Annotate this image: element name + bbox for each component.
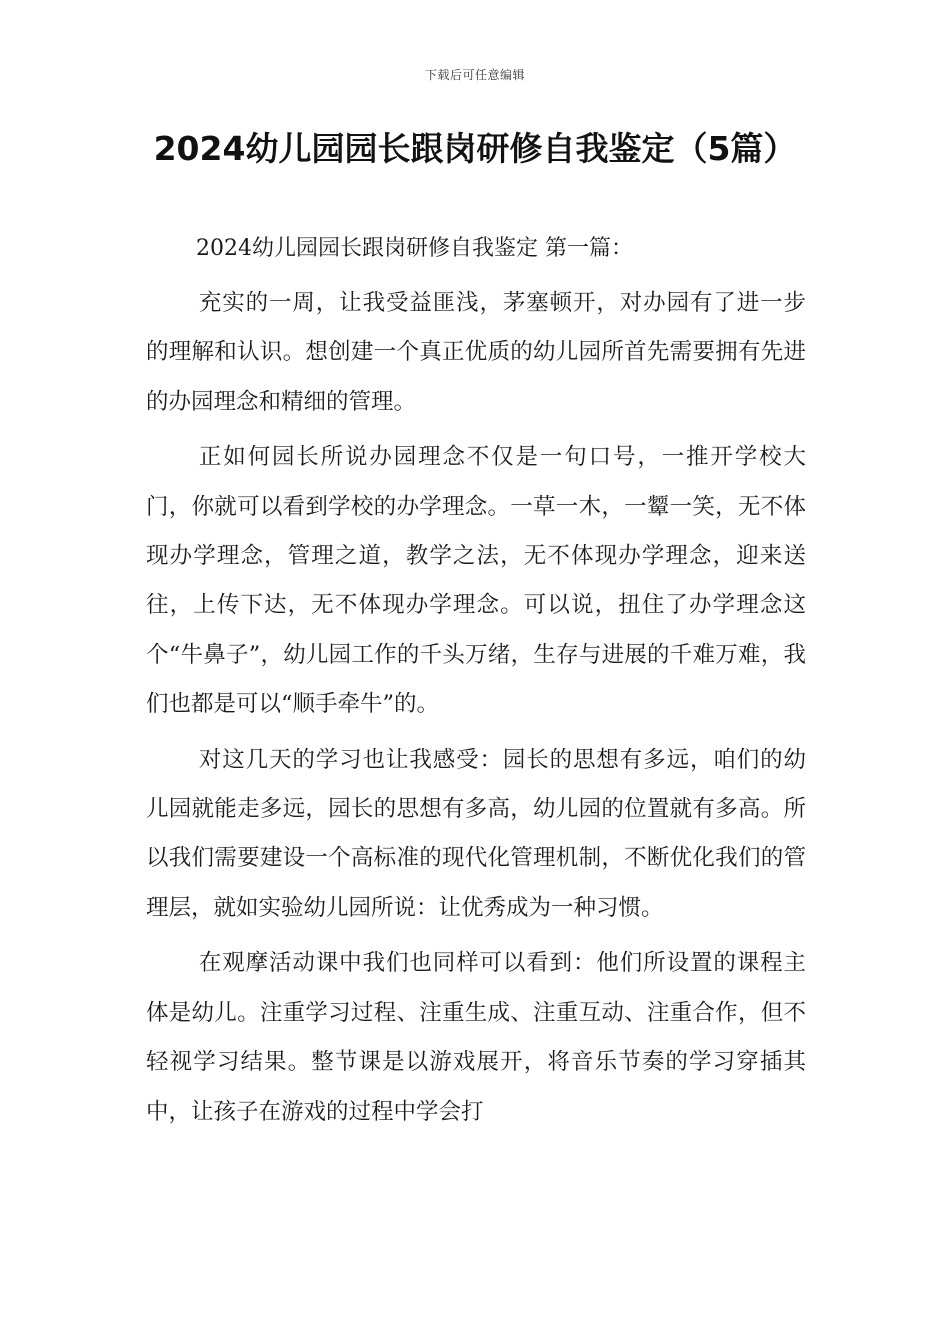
document-body: [146, 279, 806, 1143]
header-note: 下载后可任意编辑: [424, 68, 525, 82]
section-heading: 2024幼儿园园长跟岗研修自我鉴定 第一篇：: [196, 236, 633, 261]
document-title: 2024幼儿园园长跟岗研修自我鉴定（5篇）: [153, 129, 797, 168]
body-paragraph: 正如何园长所说办园理念不仅是一句口号，一推开学校大门，你就可以看到学校的办学理念。一草一木，一颦一笑，无不体现办学理念，管理之道，教学之法，无不体现办学理念，迎来送往，上传下达，无不体现办学理念。可以说，扭住了办学理念这个“牛鼻子”，幼儿园工作的千头万绪，生存与进展的千难万难，我们也都是可以“顺手牵牛”的。: [146, 444, 806, 718]
body-paragraph: 在观摩活动课中我们也同样可以看到：他们所设置的课程主体是幼儿。注重学习过程、注重生成、注重互动、注重合作，但不轻视学习结果。整节课是以游戏展开，将音乐节奏的学习穿插其中，让孩子在游戏的过程中学会打: [146, 950, 806, 1125]
body-paragraph: 对这几天的学习也让我感受：园长的思想有多远，咱们的幼儿园就能走多远，园长的思想有多高，幼儿园的位置就有多高。所以我们需要建设一个高标准的现代化管理机制，不断优化我们的管理层，就如实验幼儿园所说：让优秀成为一种习惯。: [146, 746, 806, 921]
body-paragraph: 充实的一周，让我受益匪浅，茅塞顿开，对办园有了进一步的理解和认识。想创建一个真正优质的幼儿园所首先需要拥有先进的办园理念和精细的管理。: [146, 290, 806, 415]
